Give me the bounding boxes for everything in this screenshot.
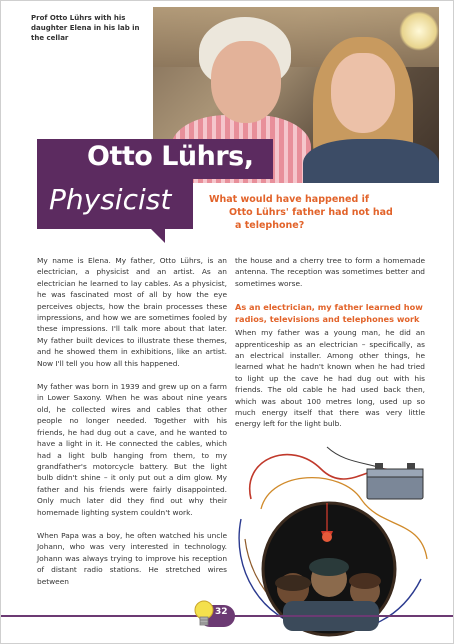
cave-illustration bbox=[231, 439, 435, 639]
teaser-line-3: a telephone? bbox=[235, 220, 305, 231]
body-paragraph: My father was born in 1939 and grew up on a farm in Lower Saxony. When he was about nine years old, he collected wires and cables that other people no longer needed. Together with his friends, he had dug out a cave, and he wanted to have a light in it. He connected the cables, which had a light bulb hanging from them, to my grandfather's motorcycle battery. But the light bulb didn't shine – it only put out a dim glow. My father and his friends were fairly disappointed. Only much later did they find out why their homemade lighting system couldn't work. bbox=[37, 382, 227, 517]
teaser-line-1: What would have happened if bbox=[209, 194, 369, 205]
teaser-line-2: Otto Lührs' father had not had bbox=[229, 207, 393, 218]
page-title: Otto Lührs, bbox=[87, 141, 254, 172]
body-column-right bbox=[235, 255, 425, 442]
page-number: 32 bbox=[215, 607, 228, 617]
body-column-left bbox=[37, 255, 227, 599]
body-paragraph: When Papa was a boy, he often watched his uncle Johann, who was very interested in technology. Johann was always trying to improve his reception of distant radio stations. He stretched wires between bbox=[37, 530, 227, 586]
body-paragraph: My name is Elena. My father, Otto Lührs, is an electrician, a physicist and an artist. As an electrician he learned to lay cables. As a physicist, he was fascinated most of all by how the eye perceives objects, how the brain processes these impressions, and how we are sometimes fooled by these impressions. I'll talk more about that later. My father built devices to illustrate these themes, and he showed them in exhibitions, like an artist. Now I'll tell you how all this happened. bbox=[37, 256, 227, 368]
page-subtitle: Physicist bbox=[49, 183, 172, 216]
body-paragraph: When my father was a young man, he did an apprenticeship as an electrician – specifically, as an electrical installer. Among other things, he learned what he hadn't known when he had tried to light up the cave he had dug out with his friends. The old cable he had used back then, which was about 100 metres long, used up so much energy itself that there was very little energy left for the light bulb. bbox=[235, 328, 425, 429]
teaser-question bbox=[209, 193, 439, 232]
light-bulb-icon bbox=[193, 599, 215, 629]
lamp-icon bbox=[399, 11, 439, 51]
photo-caption: Prof Otto Lührs with his daughter Elena in his lab in the cellar bbox=[31, 14, 140, 42]
battery-icon bbox=[367, 463, 423, 499]
body-paragraph: the house and a cherry tree to form a homemade antenna. The reception was sometimes better and sometimes worse. bbox=[235, 256, 425, 288]
section-heading: As an electrician, my father learned how radios, televisions and telephones work bbox=[235, 302, 423, 325]
